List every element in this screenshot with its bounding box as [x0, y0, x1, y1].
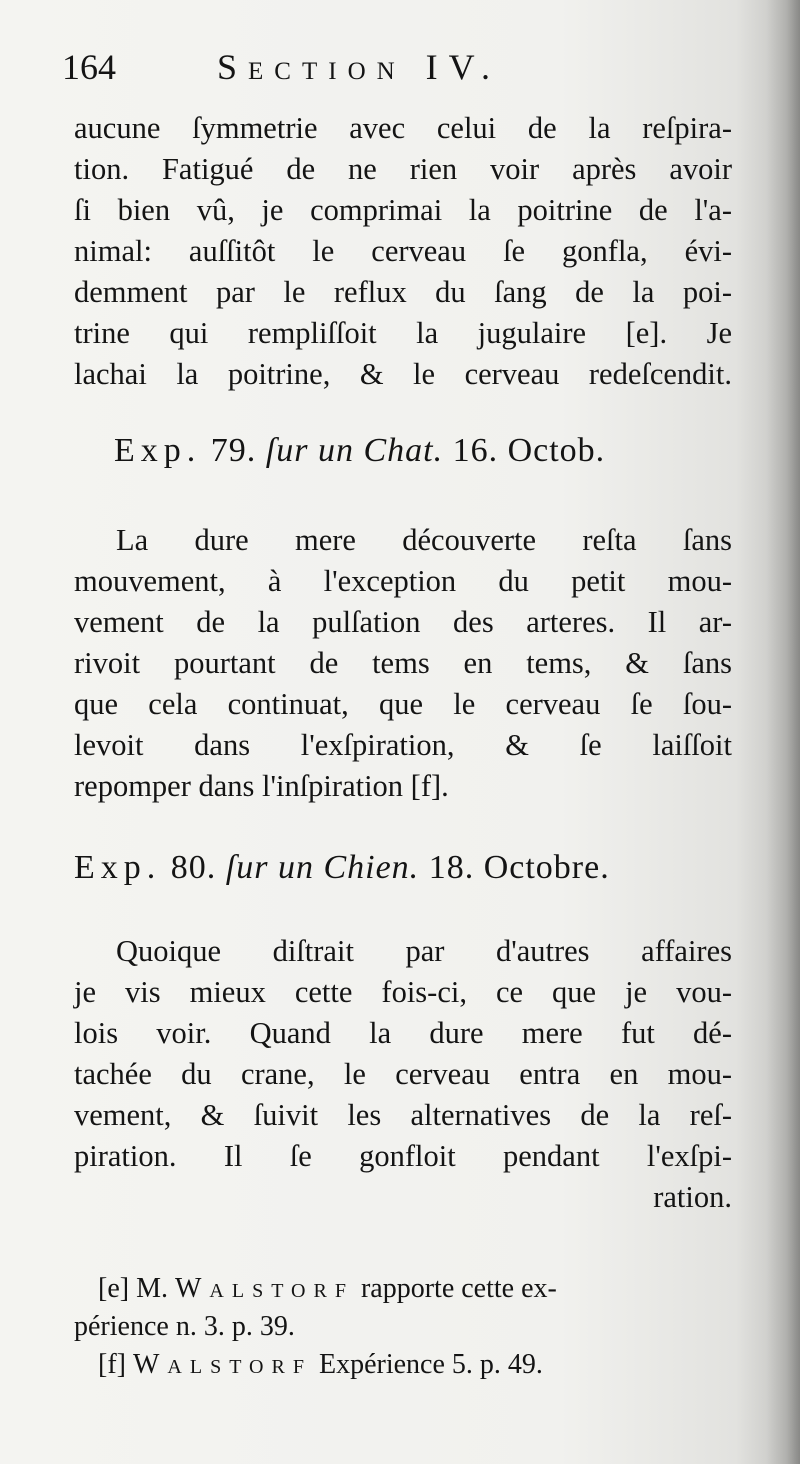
- exp-date: 16. Octob.: [452, 432, 606, 469]
- footnotes: [74, 1270, 734, 1384]
- page-header: [62, 40, 722, 100]
- text-line: tachée du crane, le cerveau entra en mou-: [74, 1057, 732, 1091]
- paragraph-exp-80: [74, 931, 732, 1218]
- footnote-e-cont: périence n. 3. p. 39.: [74, 1311, 295, 1342]
- experiment-heading-80: [74, 847, 732, 891]
- paragraph-continuation: [74, 108, 732, 395]
- exp-subject: ſur un Chat.: [265, 432, 444, 469]
- author-name: Walstorf: [174, 1273, 354, 1304]
- text-line: piration. Il ſe gonfloit pendant l'exſpi-: [74, 1139, 732, 1173]
- text-line: lois voir. Quand la dure mere fut dé-: [74, 1016, 732, 1050]
- text-line: tion. Fatigué de ne rien voir après avoir: [74, 152, 732, 186]
- text-line: que cela continuat, que le cerveau ſe ſou-: [74, 687, 732, 721]
- footnote-mark: [f]: [98, 1349, 126, 1380]
- text-line: vement de la pulſation des arteres. Il ar-: [74, 605, 732, 639]
- exp-date: 18. Octobre.: [428, 849, 610, 886]
- text-line: trine qui rempliſſoit la jugulaire [e]. Je: [74, 316, 732, 350]
- text-line: demment par le reflux du ſang de la poi-: [74, 275, 732, 309]
- author-name: Walstorf: [132, 1349, 312, 1380]
- text-line: La dure mere découverte reſta ſans: [116, 523, 732, 557]
- text-line: mouvement, à l'exception du petit mou-: [74, 564, 732, 598]
- running-head: Section IV.: [217, 47, 502, 87]
- footnote-mark: [e]: [98, 1273, 130, 1304]
- footnote-prefix: M.: [136, 1273, 168, 1304]
- footnote-e: [74, 1270, 734, 1308]
- footnote-text: Expérience 5. p. 49.: [318, 1349, 543, 1380]
- text-line: rivoit pourtant de tems en tems, & ſans: [74, 646, 732, 680]
- page-number: 164: [62, 47, 116, 87]
- text-line: repomper dans l'inſpiration [f].: [74, 769, 449, 803]
- page-edge-shadow: [766, 0, 800, 1464]
- exp-subject: ſur un Chien.: [225, 849, 420, 886]
- footnote-text: rapporte cette ex-: [360, 1273, 557, 1304]
- exp-label: Exp.: [114, 432, 202, 469]
- exp-number: 80.: [170, 849, 217, 886]
- text-line: Quoique diſtrait par d'autres affaires: [116, 934, 732, 968]
- body-text: [74, 108, 732, 1218]
- paragraph-exp-79: [74, 520, 732, 807]
- text-line: levoit dans l'exſpiration, & ſe laiſſoit: [74, 728, 732, 762]
- text-line: lachai la poitrine, & le cerveau redeſcendit.: [74, 357, 732, 391]
- footnote-f: [74, 1346, 734, 1384]
- experiment-heading-79: [114, 430, 732, 474]
- text-line: aucune ſymmetrie avec celui de la reſpira-: [74, 111, 732, 145]
- exp-number: 79.: [210, 432, 257, 469]
- text-line: je vis mieux cette fois-ci, ce que je vou-: [74, 975, 732, 1009]
- catchword: ration.: [653, 1180, 732, 1214]
- exp-label: Exp.: [74, 849, 162, 886]
- text-line: ſi bien vû, je comprimai la poitrine de l'a-: [74, 193, 732, 227]
- text-line: vement, & ſuivit les alternatives de la reſ-: [74, 1098, 732, 1132]
- text-line: nimal: auſſitôt le cerveau ſe gonfla, évi-: [74, 234, 732, 268]
